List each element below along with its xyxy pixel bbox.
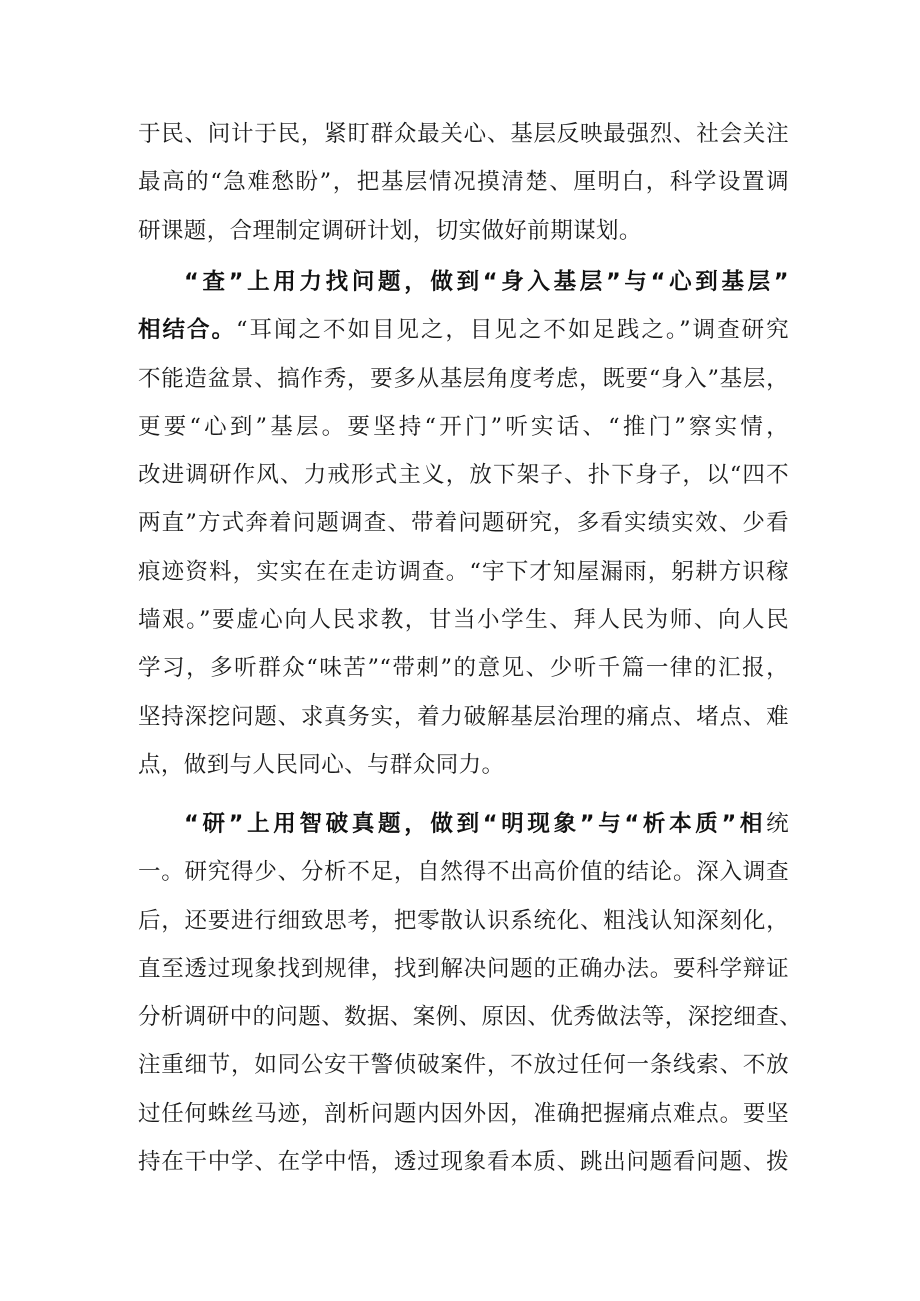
paragraph-3	[138, 800, 803, 1186]
para3-line-2	[138, 848, 789, 896]
para1-line-3: 研课题，合理制定调研计划，切实做好前期谋划。	[138, 217, 642, 244]
para2-line-7: 痕迹资料，实实在在走访调查。“宇下才知屋漏雨，躬耕方识稼	[138, 558, 789, 585]
para2-line-4: 更要“心到”基层。要坚持“开门”听实话、“推门”察实情，	[138, 413, 789, 440]
para3-heading-line-1	[138, 800, 789, 848]
para2-heading-line-1	[138, 258, 789, 306]
paragraph-2	[138, 258, 789, 789]
para3-line-6: 注重细节，如同公安干警侦破案件，不放过任何一条线索、不放	[138, 1052, 789, 1079]
para3-line-4: 直至透过现象找到规律，找到解决问题的正确办法。要科学辩证	[138, 955, 789, 982]
para2-line-5: 改进调研作风、力戒形式主义，放下架子、扑下身子，以“四不	[138, 462, 789, 489]
para3-line-8: 持在干中学、在学中悟，透过现象看本质、跳出问题看问题、拨	[138, 1149, 789, 1176]
para3-heading: “研”上用智破真题，做到“明现象”与“析本质”相	[184, 811, 767, 837]
para2-line-11: 点，做到与人民同心、与群众同力。	[138, 751, 505, 778]
para2-line-9: 学习，多听群众“味苦”“带刺”的意见、少听千篇一律的汇报，	[138, 655, 789, 682]
para2-heading-part-2: 相结合。	[138, 317, 236, 344]
para3-line-7: 过任何蛛丝马迹，剖析问题内因外因，准确把握痛点难点。要坚	[138, 1100, 789, 1127]
paragraph-1	[138, 110, 789, 255]
para2-line-2	[138, 306, 789, 354]
para3-line-5: 分析调研中的问题、数据、案例、原因、优秀做法等，深挖细查、	[138, 1004, 803, 1031]
para1-line-2: 最高的“急难愁盼”，把基层情况摸清楚、厘明白，科学设置调	[138, 169, 789, 196]
para3-line-3: 后，还要进行细致思考，把零散认识系统化、粗浅认知深刻化，	[138, 907, 789, 934]
para2-line-8: 墙艰。”要虚心向人民求教，甘当小学生、拜人民为师、向人民	[138, 607, 789, 634]
para2-line-3: 不能造盆景、搞作秀，要多从基层角度考虑，既要“身入”基层，	[138, 365, 789, 392]
para2-line-10: 坚持深挖问题、求真务实，着力破解基层治理的痛点、堵点、难	[138, 703, 789, 730]
para3-line-2-text: 研究得少、分析不足，自然得不出高价值的结论。深入调查	[184, 859, 789, 886]
para1-line-1: 于民、问计于民，紧盯群众最关心、基层反映最强烈、社会关注	[138, 121, 789, 147]
para3-heading-tail: 统	[766, 811, 789, 837]
para2-heading-part-1: “查”上用力找问题，做到“身入基层”与“心到基层”	[184, 269, 789, 295]
para3-line-2-start: 一。	[138, 859, 185, 886]
para2-line-6: 两直”方式奔着问题调查、带着问题研究，多看实绩实效、少看	[138, 510, 789, 537]
para2-line-2-text: “耳闻之不如目见之，目见之不如足践之。”调查研究	[235, 317, 789, 344]
